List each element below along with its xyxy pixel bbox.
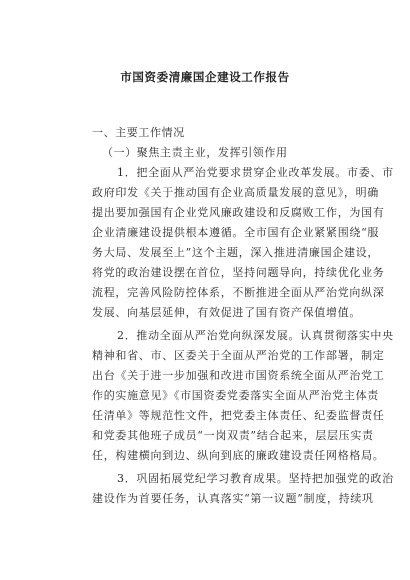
paragraph-line: 出台《关于进一步加强和改进市国资系统全面从严治党工 [92, 369, 385, 382]
paragraph-line: 和党委其他班子成员“一岗双责”结合起来，层层压实责 [92, 429, 374, 442]
paragraph-line: 流程，完善风险防控体系，不断推进全面从严治党向纵深 [92, 286, 385, 299]
paragraph-line: 企业清廉建设提供根本遵循。全市国有企业紧紧围绕“服 [92, 226, 380, 239]
paragraph-line: 政府印发《关于推动国有企业高质量发展的意见》，明确 [92, 186, 379, 199]
paragraph-line: 2．推动全面从严治党向纵深发展。认真贯彻落实中央 [117, 329, 394, 342]
subsection-heading: （一）聚焦主责主业，发挥引领作用 [102, 146, 288, 159]
paragraph-line: 建设作为首要任务，认真落实“第一议题”制度，持续巩 [92, 492, 374, 505]
report-title: 市国资委清廉国企建设工作报告 [120, 70, 290, 84]
paragraph-line: 1．把全面从严治党要求贯穿企业改革发展。市委、市 [117, 166, 394, 179]
paragraph-line: 作的实施意见》《市国资委党委落实全面从严治党主体责 [92, 389, 379, 402]
paragraph-line: 将党的政治建设摆在首位，坚持问题导向，持续优化业务 [92, 266, 385, 279]
paragraph-line: 3．巩固拓展党纪学习教育成果。坚持把加强党的政治 [117, 472, 394, 485]
paragraph-line: 任清单》等规范性文件，把党委主体责任、纪委监督责任 [92, 409, 385, 422]
paragraph-line: 务大局、发展至上”这个主题，深入推进清廉国企建设， [92, 246, 380, 259]
paragraph-line: 提出要加强国有企业党风廉政建设和反腐败工作，为国有 [92, 206, 385, 219]
paragraph-line: 发展、向基层延伸，有效促进了国有资产保值增值。 [92, 306, 362, 319]
paragraph-line: 任，构建横向到边、纵向到底的廉政建设责任网格格局。 [92, 449, 385, 462]
paragraph-line: 精神和省、市、区委关于全面从严治党的工作部署，制定 [92, 349, 385, 362]
section-heading: 一、主要工作情况 [92, 126, 185, 139]
